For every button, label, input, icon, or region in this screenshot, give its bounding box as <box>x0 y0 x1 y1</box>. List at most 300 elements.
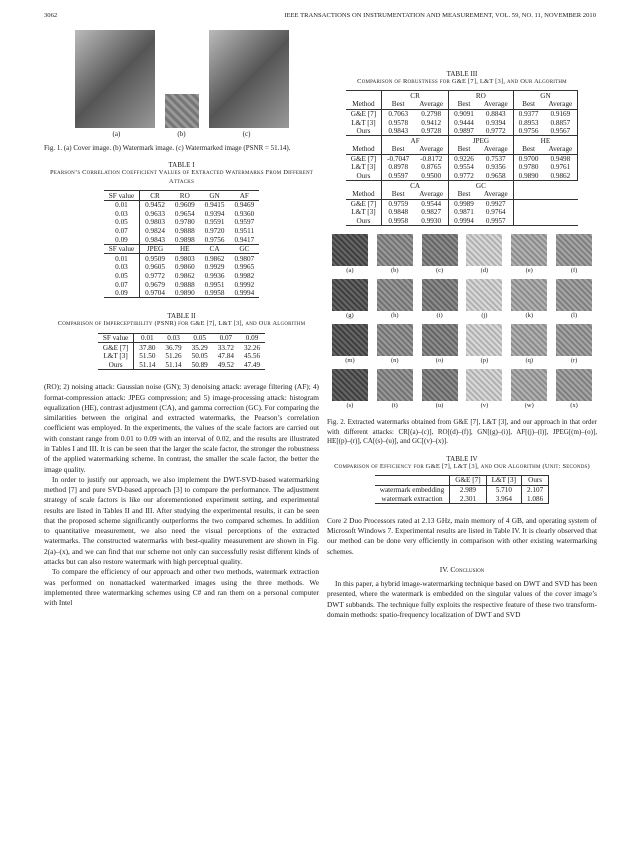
table-cell: 0.9989 <box>454 199 474 208</box>
table-cell <box>346 91 382 100</box>
watermark-thumb-cell <box>420 234 460 277</box>
table-cell: L&T [3] <box>346 118 382 127</box>
table-cell: 0.8843 <box>479 109 513 118</box>
watermark-thumb-cell <box>375 234 415 277</box>
table-cell: 0.9554 <box>454 163 474 172</box>
table-cell: -0.7047 <box>387 154 410 163</box>
table-row <box>104 280 259 289</box>
figure-2 <box>327 234 597 412</box>
table-header-cell: SF value <box>104 191 140 201</box>
table-row <box>346 163 578 172</box>
table-header-cell: Best <box>522 145 535 154</box>
table-cell: 35.29 <box>191 343 208 352</box>
watermark-thumb-cell <box>375 324 415 367</box>
table-cell: 0.9605 <box>145 263 165 272</box>
watermark-thumb-cell <box>509 279 549 322</box>
table-cell: 2.301 <box>450 494 486 503</box>
table-cell: 0.9965 <box>234 263 255 272</box>
extracted-watermark-image <box>422 234 458 266</box>
table-cell: 0.9848 <box>388 208 409 217</box>
table-cell: 0.9356 <box>479 163 513 172</box>
table-cell: 0.07 <box>104 280 140 289</box>
fig2-label: (m) <box>345 357 355 365</box>
table-cell: 50.89 <box>191 360 208 369</box>
table-header-cell: Average <box>479 190 513 199</box>
table-cell: 0.9360 <box>234 209 255 218</box>
table-row <box>346 109 578 118</box>
table-cell: 0.9591 <box>204 218 225 227</box>
table-cell: 0.9843 <box>145 235 165 244</box>
table-header-cell: 0.01 <box>141 334 154 343</box>
table-cell: L&T [3] <box>346 208 382 217</box>
figure-2-caption: Fig. 2. Extracted watermarks obtained from G&E [7], L&T [3], and our approach in that order with different attacks: CR[(a)–(c)], RO[(d)–(f)], GN[(g)–(i)], AF[(j)–(l)], JPEG[(m)–(o)], HE[(p)–(r)], CA[(s)–(u)], and GC[(v)–(x)]. <box>327 418 597 446</box>
table-cell: 51.26 <box>165 352 182 361</box>
table-cell: 0.9654 <box>174 209 195 218</box>
table-header-cell: SF value <box>98 333 134 343</box>
table-cell: 0.9394 <box>204 209 225 218</box>
watermark-thumb-cell <box>464 279 504 322</box>
table-cell: -0.8172 <box>414 154 448 163</box>
table-cell: 0.9862 <box>204 254 225 263</box>
table-cell: 0.9609 <box>174 201 195 210</box>
watermark-thumb-cell <box>464 324 504 367</box>
paragraph: (RO); 2) noising attack: Gaussian noise (GN); 3) denoising attack: average filtering (AF); 4) format-compression attack: JPEG compression; and 5) image-processing attack: histogram equalization (HE), contrast adjustment (CA), and gamma correction (GC). For comparing the similarities between the original and extracted watermarks, the Pearson’s correlation coefficient was employed. In the experiments, the values of the scale factors are carried out with constant range from 0.01 to 0.09 with an interval of 0.02, and the results are illustrated in Tables I and III. It is can be seen that the larger the scale factor, the stronger the robustness of the applied watermarking scheme. In contrast, the smaller the scale factor, the better the image quality. <box>44 382 319 474</box>
fig2-label: (p) <box>480 357 489 365</box>
watermark-thumb-cell <box>554 279 594 322</box>
watermark-thumb-cell <box>464 234 504 277</box>
table-cell: 0.9824 <box>145 226 165 235</box>
table-cell: 0.9994 <box>454 217 474 226</box>
watermark-thumb-cell <box>554 324 594 367</box>
paragraph: In this paper, a hybrid image-watermarking technique based on DWT and SVD has been presented, where the watermark is embedded on the singular values of the cover image’s DWT subbands. The technique fully exploits the respective feature of these two transform-domain methods: spatio-frequency localization of DWT and SVD <box>327 579 597 619</box>
table-header-cell: Method <box>346 100 382 109</box>
table-header-cell: Average <box>414 145 448 154</box>
table-row <box>104 200 259 209</box>
table-cell: 32.26 <box>243 343 261 352</box>
table-header-cell: Average <box>543 145 577 154</box>
paragraph: Core 2 Duo Processors rated at 2.13 GHz, main memory of 4 GB, and operating system of Microsoft Windows 7. Experimental results are listed in Table IV. It is clearly observed that our method can be done very efficiently in comparison with other existing watermarking schemes. <box>327 515 597 556</box>
watermark-thumb-cell <box>420 324 460 367</box>
table-cell: 0.9957 <box>479 217 513 226</box>
table-row <box>346 118 578 127</box>
table-cell: 0.9890 <box>518 172 539 181</box>
table-cell: 0.8765 <box>414 163 448 172</box>
table-cell: 51.50 <box>139 352 156 361</box>
table-cell: G&E [7] <box>346 154 382 163</box>
fig1-label: (a) <box>112 130 121 138</box>
watermark-thumb-cell <box>509 324 549 367</box>
table-4-title: Comparison of Efficiency for G&E [7], L&T [3], and Our Algorithm (Unit: Seconds) <box>334 462 590 470</box>
table-cell: 0.9772 <box>479 127 513 136</box>
table-header-cell: L&T [3] <box>486 476 521 486</box>
extracted-watermark-image <box>332 234 368 266</box>
table-cell: 0.9498 <box>543 154 577 163</box>
table-header-cell: Average <box>414 190 448 199</box>
extracted-watermark-image <box>377 279 413 311</box>
table-cell: Ours <box>346 127 382 136</box>
table-cell: 0.9452 <box>145 201 165 210</box>
extracted-watermark-image <box>422 324 458 356</box>
table-row <box>346 172 578 181</box>
table-cell: 0.9704 <box>145 289 165 298</box>
table-cell: 0.9951 <box>204 280 225 289</box>
extracted-watermark-image <box>511 234 547 266</box>
fig2-label: (a) <box>346 267 354 275</box>
table-cell: 1.086 <box>522 494 549 503</box>
table-cell: 0.03 <box>104 210 140 219</box>
extracted-watermark-image <box>422 279 458 311</box>
table-cell: 0.9862 <box>174 271 195 280</box>
table-cell: 51.14 <box>139 360 156 369</box>
table-cell: 0.8857 <box>543 118 577 127</box>
fig2-label: (h) <box>390 312 399 320</box>
table-cell <box>346 136 382 145</box>
table-cell: 0.01 <box>104 254 140 263</box>
table-header-cell: G&E [7] <box>450 476 486 486</box>
table-row <box>104 218 259 227</box>
table-cell: 0.9803 <box>174 254 195 263</box>
fig2-label: (d) <box>480 267 489 275</box>
extracted-watermark-image <box>377 324 413 356</box>
table-cell: 0.9888 <box>174 226 195 235</box>
extracted-watermark-image <box>332 369 368 401</box>
table-header-cell: Ours <box>522 476 549 486</box>
table-cell: 0.8953 <box>518 118 539 127</box>
table-row <box>104 289 259 298</box>
section-heading: IV. Conclusion <box>439 565 485 574</box>
table-header-cell: Best <box>457 100 471 109</box>
table-cell: 0.9720 <box>204 226 225 235</box>
fig2-label: (j) <box>481 312 488 320</box>
table-cell: 0.9780 <box>174 218 195 227</box>
table-row <box>104 227 259 236</box>
extracted-watermark-image <box>556 324 592 356</box>
table-cell: L&T [3] <box>346 163 382 172</box>
table-header-cell: Average <box>543 100 577 109</box>
table-cell: 0.9862 <box>543 172 577 181</box>
watermark-thumb-cell <box>330 369 370 412</box>
watermark-thumb-cell <box>375 369 415 412</box>
table-cell: 3.964 <box>486 494 521 503</box>
table-cell: 0.9897 <box>454 127 474 136</box>
table-header-cell: AF <box>239 191 249 200</box>
fig2-label: (g) <box>346 312 354 320</box>
table-header-cell: Average <box>479 100 513 109</box>
table-3-title: Comparison of Robustness for G&E [7], L&T [3], and Our Algorithm <box>357 78 567 85</box>
table-header-cell: CA <box>209 245 220 254</box>
table-header-cell: 0.05 <box>193 334 206 343</box>
table-header-cell: Best <box>522 100 535 109</box>
watermark-thumb-cell <box>330 234 370 277</box>
table-4-name: TABLE IV <box>446 454 478 463</box>
table-cell: 0.7063 <box>388 109 409 118</box>
right-body-text <box>327 516 597 557</box>
fig2-label: (k) <box>525 312 534 320</box>
table-cell: 0.9958 <box>204 289 225 298</box>
attack-header: GN <box>513 91 578 100</box>
right-column <box>327 30 597 620</box>
table-cell: 0.9930 <box>414 217 448 226</box>
table-cell: 0.2798 <box>414 109 448 118</box>
table-cell: 0.07 <box>104 227 140 236</box>
page-number: 3062 <box>44 12 58 19</box>
table-header-cell: RO <box>179 191 190 200</box>
table-cell: watermark embedding <box>375 485 450 494</box>
table-row <box>104 263 259 272</box>
extracted-watermark-image <box>422 369 458 401</box>
table-cell: Ours <box>346 172 382 181</box>
table-cell: 0.9756 <box>518 127 539 136</box>
table-cell: watermark extraction <box>375 494 450 503</box>
table-header-cell: GC <box>239 245 250 254</box>
watermark-thumb-cell <box>464 369 504 412</box>
fig2-label: (n) <box>390 357 399 365</box>
table-row <box>346 208 578 217</box>
attack-header: AF <box>382 136 449 145</box>
watermark-thumb-cell <box>554 234 594 277</box>
table-cell: 0.9756 <box>204 235 225 244</box>
table-cell: Ours <box>346 217 382 226</box>
extracted-watermark-image <box>466 234 502 266</box>
extracted-watermark-image <box>466 324 502 356</box>
extracted-watermark-image <box>556 279 592 311</box>
left-body-text <box>44 382 319 608</box>
table-header-cell: Average <box>479 145 513 154</box>
watermark-thumb-cell <box>330 324 370 367</box>
watermark-thumb-cell <box>420 369 460 412</box>
table-header-cell: Best <box>391 190 405 199</box>
table-3-name: TABLE III <box>446 70 478 78</box>
table-cell: 0.9597 <box>388 172 409 181</box>
table-cell: 0.9509 <box>145 254 165 263</box>
extracted-watermark-image <box>511 369 547 401</box>
conclusion-text <box>327 579 597 620</box>
table-cell: 0.9469 <box>234 201 255 210</box>
fig2-label: (x) <box>570 402 578 410</box>
extracted-watermark-image <box>332 324 368 356</box>
table-header-cell: CR <box>150 191 160 200</box>
table-cell: 0.9888 <box>174 280 195 289</box>
extracted-watermark-image <box>511 324 547 356</box>
table-cell: 0.9412 <box>414 118 448 127</box>
table-header-cell: Average <box>414 100 448 109</box>
table-3 <box>346 90 579 226</box>
attack-header: HE <box>513 136 578 145</box>
table-header-cell: GN <box>209 191 220 200</box>
table-cell: 0.9728 <box>414 127 448 136</box>
table-row <box>346 127 578 136</box>
table-cell: 0.9929 <box>204 263 225 272</box>
table-cell: 0.9764 <box>479 208 513 217</box>
extracted-watermark-image <box>332 279 368 311</box>
table-cell: 36.79 <box>165 343 182 352</box>
table-cell: 0.9394 <box>479 118 513 127</box>
fig2-label: (f) <box>570 267 578 275</box>
fig2-label: (t) <box>391 402 398 410</box>
table-header-cell: Best <box>391 100 405 109</box>
fig2-label: (u) <box>435 402 444 410</box>
table-cell: L&T [3] <box>98 352 134 361</box>
watermark-thumb-cell <box>375 279 415 322</box>
table-row <box>98 343 265 352</box>
table-cell: 0.05 <box>104 218 140 227</box>
watermark-image <box>165 94 199 128</box>
table-row <box>104 272 259 281</box>
table-cell: 0.9091 <box>454 109 474 118</box>
attack-header: RO <box>449 91 514 100</box>
fig2-label: (l) <box>571 312 578 320</box>
table-cell: 0.9982 <box>234 271 255 280</box>
extracted-watermark-image <box>511 279 547 311</box>
table-cell: 0.9444 <box>454 118 474 127</box>
table-row <box>98 352 265 361</box>
figure-1-caption: Fig. 1. (a) Cover image. (b) Watermark image. (c) Watermarked image (PSNR = 51.14). <box>44 144 291 152</box>
table-cell: 0.9860 <box>174 263 195 272</box>
table-row <box>346 100 578 109</box>
table-cell: 5.710 <box>486 485 521 494</box>
table-cell: 0.9807 <box>234 254 255 263</box>
fig1-label: (c) <box>242 130 251 138</box>
table-cell: 51.14 <box>165 360 182 369</box>
extracted-watermark-image <box>377 369 413 401</box>
table-cell: 0.9871 <box>454 208 474 217</box>
table-row <box>375 485 549 494</box>
table-cell: 2.989 <box>450 485 486 494</box>
fig2-label: (c) <box>435 267 444 275</box>
table-cell: 0.05 <box>104 272 140 281</box>
table-cell: 50.05 <box>191 352 208 361</box>
table-cell: 47.84 <box>217 352 234 361</box>
table-row <box>375 494 549 503</box>
table-header-cell: Method <box>346 190 382 199</box>
table-header-cell: 0.07 <box>219 334 233 343</box>
table-row <box>346 217 578 226</box>
table-cell: 0.9417 <box>234 235 255 244</box>
table-cell: 0.9597 <box>234 218 255 227</box>
table-cell: 0.9992 <box>234 280 255 289</box>
table-row <box>346 136 578 145</box>
fig2-label: (s) <box>346 402 354 410</box>
table-header-cell: JPEG <box>146 245 164 254</box>
table-cell: 0.9544 <box>414 199 448 208</box>
table-cell: 0.09 <box>104 235 140 244</box>
extracted-watermark-image <box>556 369 592 401</box>
table-header-cell: HE <box>179 245 190 254</box>
fig2-label: (r) <box>570 357 578 365</box>
table-header-cell: SF value <box>104 244 140 254</box>
extracted-watermark-image <box>556 234 592 266</box>
watermark-thumb-cell <box>509 369 549 412</box>
fig2-label: (b) <box>390 267 399 275</box>
left-column <box>44 30 319 608</box>
table-cell: Ours <box>98 361 134 370</box>
table-cell: 0.8978 <box>388 163 409 172</box>
table-cell: 0.9936 <box>204 271 225 280</box>
table-2-name: TABLE II <box>167 312 196 321</box>
fig2-label: (v) <box>480 402 489 410</box>
fig2-label: (w) <box>524 402 534 410</box>
table-row <box>346 181 578 190</box>
table-2-title: Comparison of Imperceptibility (PSNR) for G&E [7], L&T [3], and Our Algorithm <box>57 320 306 328</box>
table-cell: 49.52 <box>217 360 234 369</box>
attack-header: CA <box>382 181 449 190</box>
table-cell: 0.9511 <box>234 226 255 235</box>
table-cell: 0.9772 <box>145 271 165 280</box>
table-header-cell <box>375 476 450 486</box>
table-cell: 0.9994 <box>234 289 255 298</box>
extracted-watermark-image <box>466 279 502 311</box>
watermarked-image <box>209 30 289 128</box>
table-cell: 0.9827 <box>414 208 448 217</box>
table-1 <box>104 190 259 298</box>
paragraph: In order to justify our approach, we also implement the DWT-SVD-based watermarking method [7] and pure SVD-based approach [3] to compare the performance. The adjustment strategy of scale factors is like our aforementioned experiment setting, and experimental results are listed in Tables II and III. After studying the experimental results, it can be seen that the proposed scheme significantly outperforms the two compared schemes. In addition to quantitative measurement, we also need the visual perceptions of the extracted watermarks. The constructed watermarks with best-quality measurement are shown in Fig. 2(a)–(x), and we can find that our scheme not only can successfully resist different kinds of attacks but can also restore watermark with high perceptual quality. <box>44 474 319 567</box>
table-cell: 0.9658 <box>479 172 513 181</box>
table-cell: G&E [7] <box>346 199 382 208</box>
table-cell: 0.9377 <box>518 109 539 118</box>
figure-1-labels <box>44 130 319 138</box>
paragraph: To compare the efficiency of our approach and other two methods, watermark extraction was performed on nonattacked watermarked images using the three methods. We implemented three watermarking schemes using C# and ran them on a personal computer with Intel <box>44 567 319 608</box>
table-cell: 0.9843 <box>388 127 409 136</box>
watermark-thumb-cell <box>420 279 460 322</box>
table-cell: 0.9780 <box>518 163 539 172</box>
table-cell: 0.9500 <box>414 172 448 181</box>
table-cell: 0.9898 <box>174 235 195 244</box>
table-cell: 0.9958 <box>388 217 409 226</box>
attack-header: JPEG <box>449 136 514 145</box>
fig2-label: (e) <box>525 267 533 275</box>
table-2 <box>98 333 265 370</box>
table-cell: 0.9772 <box>454 172 474 181</box>
table-cell: 0.9226 <box>454 154 474 163</box>
watermark-thumb-cell <box>330 279 370 322</box>
table-cell: G&E [7] <box>346 109 382 118</box>
table-row <box>98 361 265 370</box>
journal-header: IEEE TRANSACTIONS ON INSTRUMENTATION AND MEASUREMENT, VOL. 59, NO. 11, NOVEMBER 2010 <box>284 12 596 19</box>
table-header-cell: 0.03 <box>167 334 180 343</box>
table-cell: 0.01 <box>104 200 140 209</box>
figure-1 <box>44 30 319 128</box>
table-header-cell: Best <box>391 145 405 154</box>
table-header-cell: 0.09 <box>245 334 259 343</box>
table-cell: 0.03 <box>104 263 140 272</box>
fig2-label: (q) <box>525 357 534 365</box>
attack-header: GC <box>449 181 514 190</box>
fig2-label: (i) <box>436 312 443 320</box>
table-cell: G&E [7] <box>98 343 134 352</box>
table-cell: 0.9169 <box>543 109 577 118</box>
table-row <box>346 199 578 208</box>
table-row <box>104 210 259 219</box>
table-cell: 45.56 <box>243 352 261 361</box>
table-cell: 0.09 <box>104 289 140 298</box>
table-cell <box>346 181 382 190</box>
table-cell: 2.107 <box>522 485 549 494</box>
table-cell: 0.9567 <box>543 127 577 136</box>
table-1-title: Pearson’s Correlation Coefficient Values of Extracted Watermarks From Different Attacks <box>49 169 314 185</box>
fig2-label: (o) <box>435 357 444 365</box>
table-cell: 0.9700 <box>518 154 539 163</box>
table-row <box>346 190 578 199</box>
table-cell: 0.9759 <box>388 199 409 208</box>
table-header-cell: Method <box>346 145 382 154</box>
watermark-thumb-cell <box>509 234 549 277</box>
table-cell: 0.9578 <box>388 118 409 127</box>
table-cell: 0.9927 <box>479 199 513 208</box>
table-header-cell: Best <box>457 145 471 154</box>
attack-header: CR <box>382 91 449 100</box>
cover-image <box>75 30 155 128</box>
table-cell: 0.9761 <box>543 163 577 172</box>
